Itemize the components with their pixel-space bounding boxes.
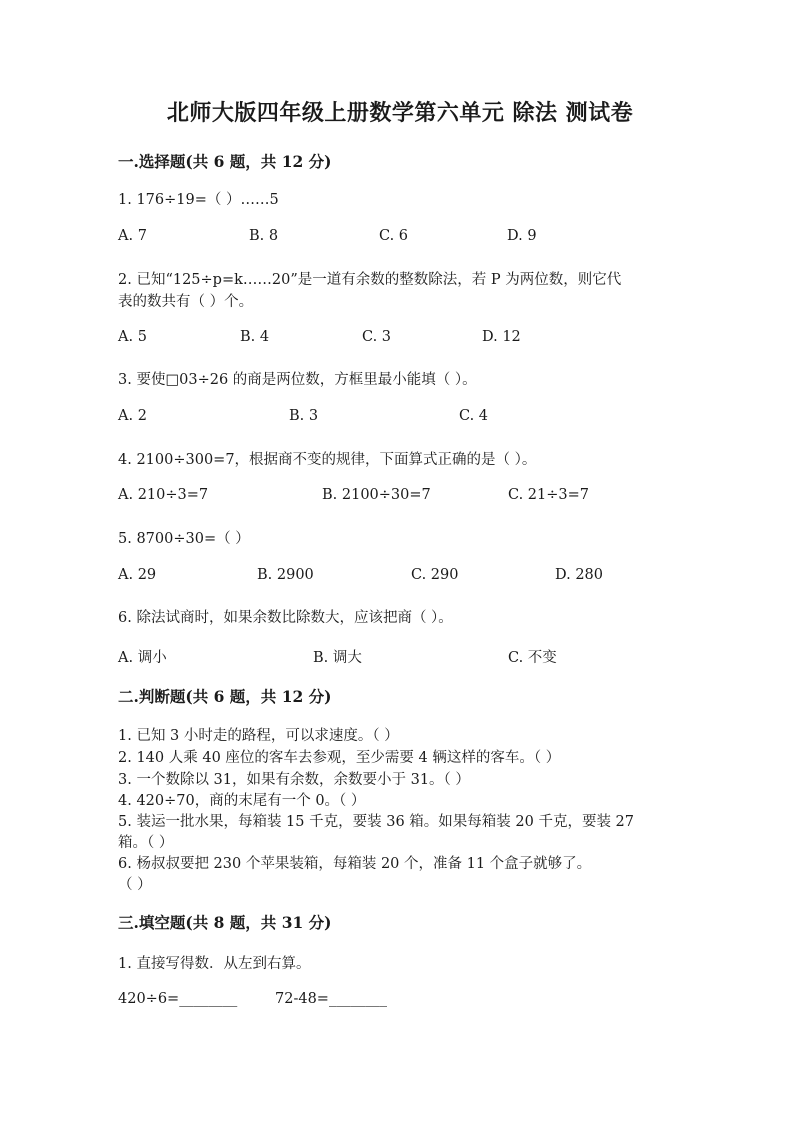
judgment-line: 2. 140 人乘 40 座位的客车去参观，至少需要 4 辆这样的客车。（ ） <box>118 750 561 766</box>
option-b: B. 调大 <box>313 650 362 666</box>
judgment-line: 3. 一个数除以 31，如果有余数，余数要小于 31。（ ） <box>118 772 470 788</box>
option-b: B. 3 <box>289 408 319 424</box>
option-c: C. 290 <box>411 567 459 583</box>
option-a: A. 29 <box>118 567 157 583</box>
option-a: A. 2 <box>118 408 147 424</box>
option-d: D. 9 <box>507 228 537 244</box>
judgment-line-continued: 箱。（ ） <box>118 835 174 851</box>
question-text: 6. 除法试商时，如果余数比除数大，应该把商（ ）。 <box>118 610 453 626</box>
question-text: 4. 2100÷300=7，根据商不变的规律，下面算式正确的是（ ）。 <box>118 452 537 468</box>
fill-item: 420÷6=________ <box>118 991 238 1007</box>
option-d: D. 280 <box>555 567 604 583</box>
option-b: B. 4 <box>240 329 270 345</box>
judgment-line: 4. 420÷70，商的末尾有一个 0。（ ） <box>118 793 366 809</box>
question-text: 1. 176÷19=（ ）……5 <box>118 192 279 208</box>
section-heading-true-false: 二.判断题(共 6 题，共 12 分) <box>118 687 332 706</box>
judgment-line: 5. 装运一批水果，每箱装 15 千克，要装 36 箱。如果每箱装 20 千克，要装 27 <box>118 814 635 830</box>
section-heading-fill-blank: 三.填空题(共 8 题，共 31 分) <box>118 913 332 932</box>
option-a: A. 7 <box>118 228 147 244</box>
option-c: C. 4 <box>459 408 489 424</box>
option-a: A. 5 <box>118 329 147 345</box>
fill-item: 72-48=________ <box>275 991 387 1007</box>
judgment-line-continued: （ ） <box>118 877 152 893</box>
question-text: 3. 要使□03÷26 的商是两位数，方框里最小能填（ ）。 <box>118 372 477 388</box>
judgment-line: 6. 杨叔叔要把 230 个苹果装箱，每箱装 20 个，准备 11 个盒子就够了。 <box>118 856 592 872</box>
question-text: 5. 8700÷30=（ ） <box>118 531 250 547</box>
option-c: C. 21÷3=7 <box>508 487 589 503</box>
question-text-continued: 表的数共有（ ）个。 <box>118 294 254 310</box>
option-b: B. 8 <box>249 228 279 244</box>
option-a: A. 210÷3=7 <box>118 487 209 503</box>
option-c: C. 不变 <box>508 650 557 666</box>
section-heading-choice: 一.选择题(共 6 题，共 12 分) <box>118 152 332 171</box>
option-c: C. 6 <box>379 228 409 244</box>
option-b: B. 2900 <box>257 567 314 583</box>
option-c: C. 3 <box>362 329 392 345</box>
option-a: A. 调小 <box>118 650 167 666</box>
question-text: 1. 直接写得数．从左到右算。 <box>118 956 311 972</box>
option-b: B. 2100÷30=7 <box>322 487 431 503</box>
question-text: 2. 已知“125÷p=k……20”是一道有余数的整数除法，若 P 为两位数，则它代 <box>118 272 622 288</box>
judgment-line: 1. 已知 3 小时走的路程，可以求速度。（ ） <box>118 728 399 744</box>
page-title: 北师大版四年级上册数学第六单元 除法 测试卷 <box>166 100 634 126</box>
option-d: D. 12 <box>482 329 521 345</box>
